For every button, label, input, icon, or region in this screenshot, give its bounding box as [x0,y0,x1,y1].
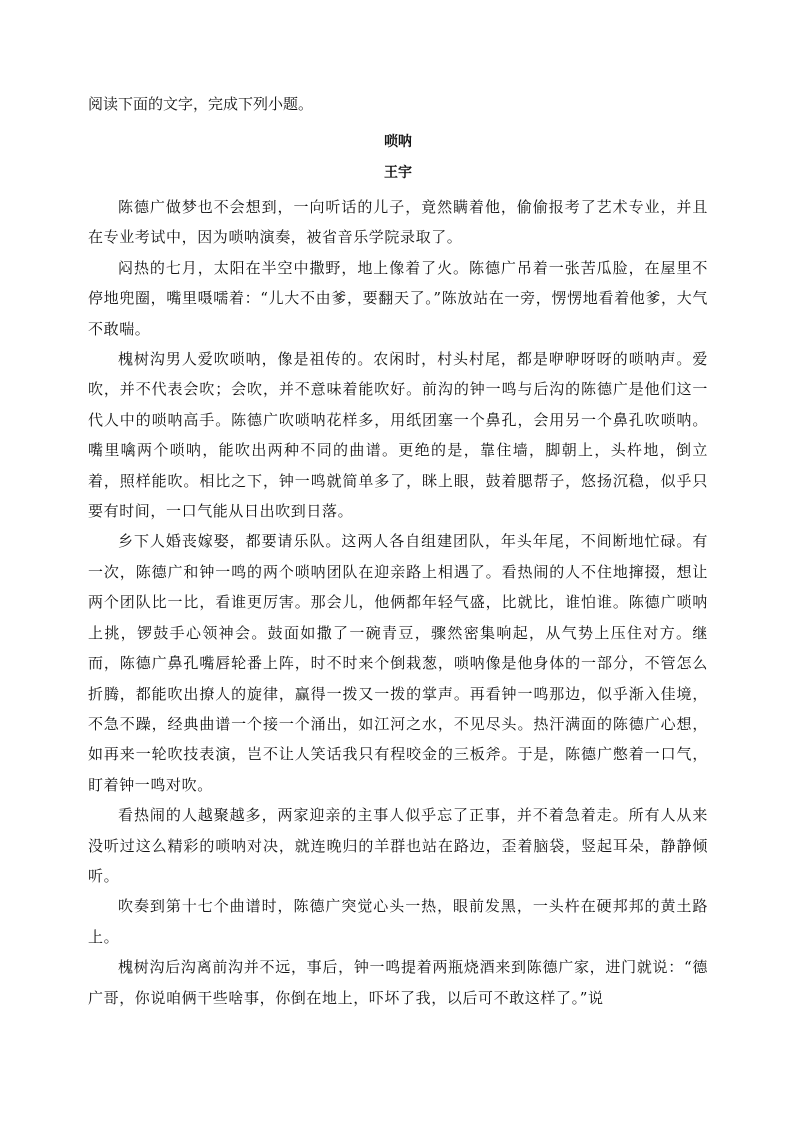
article-body [88,192,708,1013]
document-page [88,94,708,1013]
article-author: 王宇 [384,165,412,181]
paragraph: 陈德广做梦也不会想到，一向听话的儿子，竟然瞒着他，偷偷报考了艺术专业，并且在专业考试中，因为唢呐演奏，被省音乐学院录取了。 [88,198,708,247]
article-title: 唢呐 [384,134,412,150]
paragraph: 闷热的七月，太阳在半空中撒野，地上像着了火。陈德广吊着一张苦瓜脸，在屋里不停地兜圈，嘴里嗫嚅着：“儿大不由爹，要翻天了。”陈放站在一旁，愣愣地看着他爹，大气不敢喘。 [88,258,708,338]
paragraph: 槐树沟后沟离前沟并不远，事后，钟一鸣提着两瓶烧酒来到陈德广家，进门就说：“德广哥，你说咱俩干些啥事，你倒在地上，吓坏了我，以后可不敢这样了。”说 [88,958,708,1007]
paragraph: 吹奏到第十七个曲谱时，陈德广突觉心头一热，眼前发黑，一头杵在硬邦邦的黄土路上。 [88,897,708,946]
reading-instruction: 阅读下面的文字，完成下列小题。 [88,95,314,113]
paragraph: 槐树沟男人爱吹唢呐，像是祖传的。农闲时，村头村尾，都是咿咿呀呀的唢呐声。爱吹，并不代表会吹；会吹，并不意味着能吹好。前沟的钟一鸣与后沟的陈德广是他们这一代人中的唢呐高手。陈德广吹唢呐花样多，用纸团塞一个鼻孔，会用另一个鼻孔吹唢呐。嘴里噙两个唢呐，能吹出两种不同的曲谱。更绝的是，靠住墙，脚朝上，头杵地，倒立着，照样能吹。相比之下，钟一鸣就简单多了，眯上眼，鼓着腮帮子，悠扬沉稳，似乎只要有时间，一口气能从日出吹到日落。 [88,350,708,521]
paragraph: 看热闹的人越聚越多，两家迎亲的主事人似乎忘了正事，并不着急着走。所有人从来没听过这么精彩的唢呐对决，就连晚归的羊群也站在路边，歪着脑袋，竖起耳朵，静静倾听。 [88,806,708,885]
paragraph: 乡下人婚丧嫁娶，都要请乐队。这两人各自组建团队，年头年尾，不间断地忙碌。有一次，陈德广和钟一鸣的两个唢呐团队在迎亲路上相遇了。看热闹的人不住地撺掇，想让两个团队比一比，看谁更厉害。那会儿，他俩都年轻气盛，比就比，谁怕谁。陈德广唢呐上挑，锣鼓手心领神会。鼓面如撒了一碗青豆，骤然密集响起，从气势上压住对方。继而，陈德广鼻孔嘴唇轮番上阵，时不时来个倒栽葱，唢呐像是他身体的一部分，不管怎么折腾，都能吹出撩人的旋律，赢得一拨又一拨的掌声。再看钟一鸣那边，似乎渐入佳境，不急不躁，经典曲谱一个接一个涌出，如江河之水，不见尽头。热汗满面的陈德广心想，如再来一轮吹技表演，岂不让人笑话我只有程咬金的三板斧。于是，陈德广憋着一口气，盯着钟一鸣对吹。 [88,532,708,794]
